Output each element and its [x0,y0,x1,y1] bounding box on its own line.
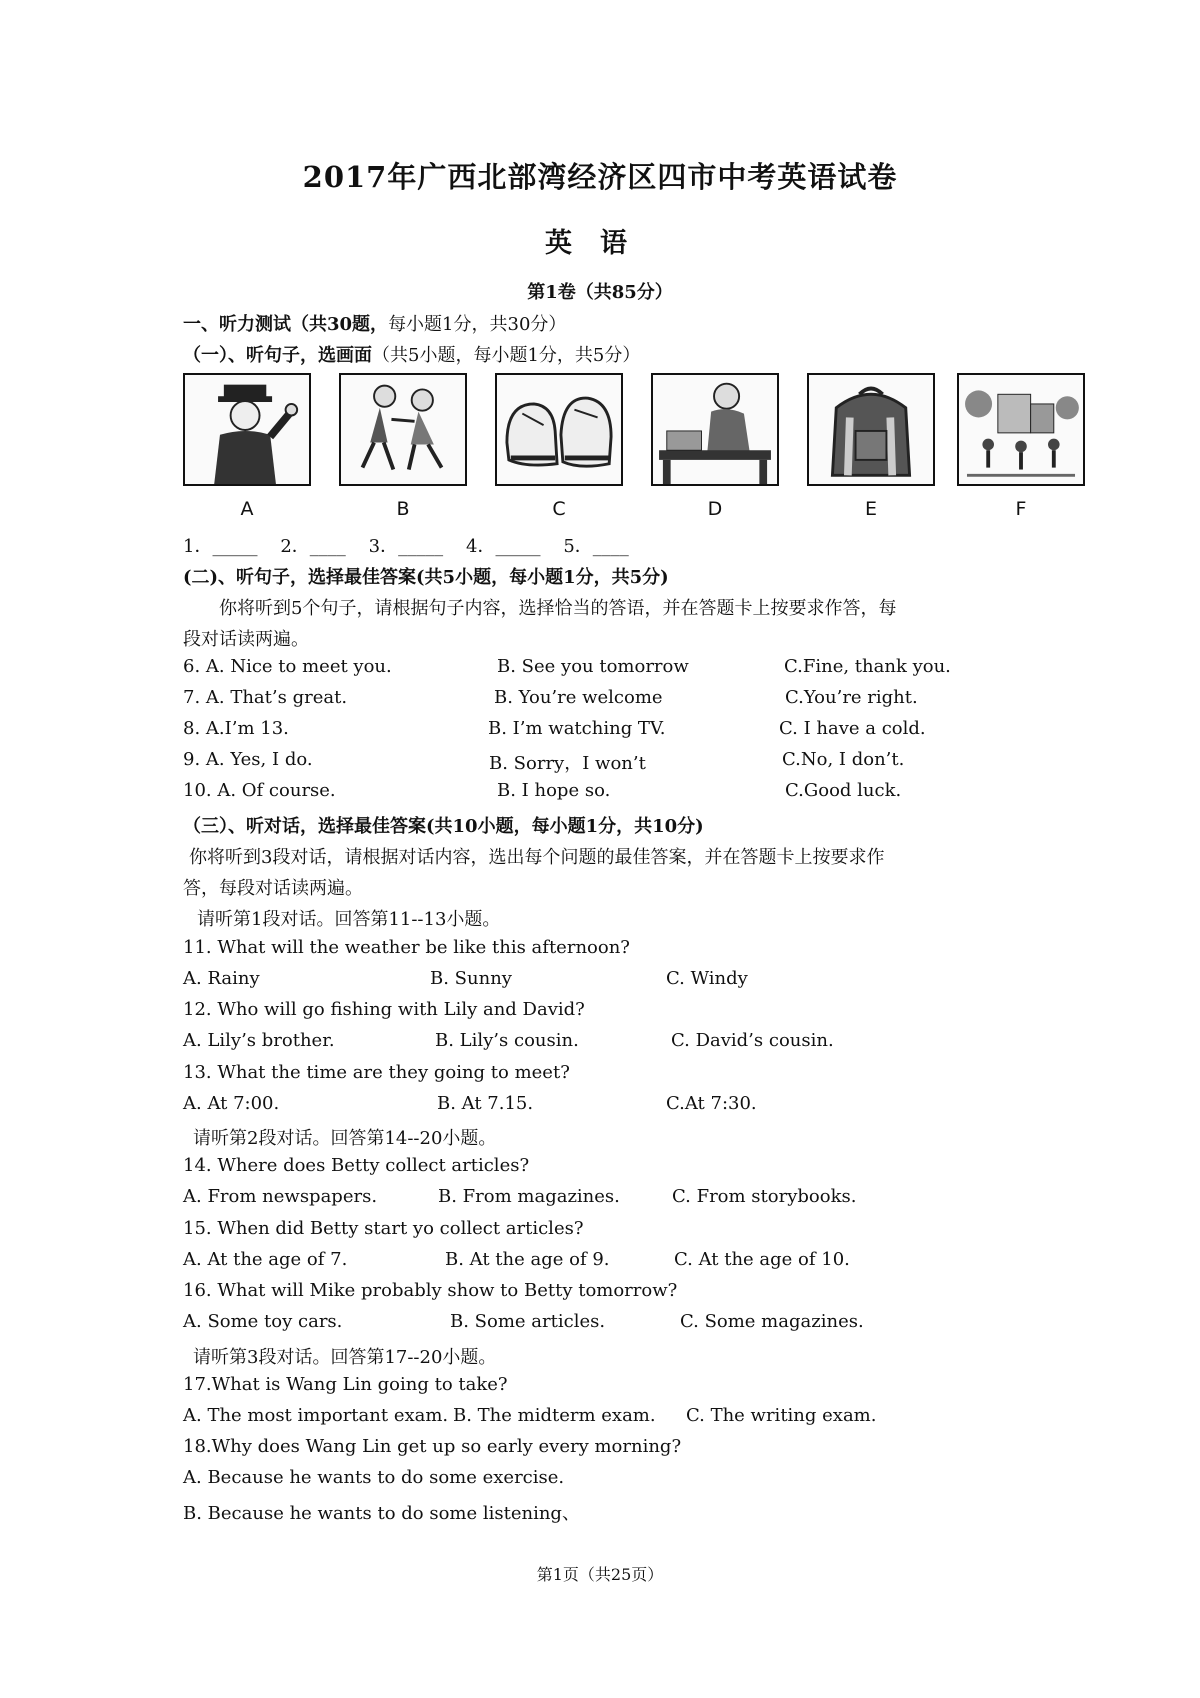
q8-option-c: C. I have a cold. [779,718,926,739]
q6-option-b: B. See you tomorrow [497,656,689,677]
picture-c [495,373,623,486]
q15-option-c: C. At the age of 10. [674,1249,850,1270]
police-officer-icon [185,375,309,484]
q9-option-c: C.No, I don’t. [782,749,905,770]
picture-a [183,373,311,486]
q13-option-a: A. At 7:00. [183,1093,280,1114]
section1-heading: 一、听力测试（共30题，每小题1分，共30分） [183,314,567,335]
q11-option-b: B. Sunny [430,968,512,989]
q8-option-b: B. I’m watching TV. [488,718,666,739]
part1-heading: （一）、听句子，选画面（共5小题，每小题1分，共5分） [183,345,641,366]
q11-option-c: C. Windy [666,968,748,989]
exam-title: 2017年广西北部湾经济区四市中考英语试卷 [302,160,898,194]
question-13: 13. What the time are they going to meet? [183,1062,570,1083]
q14-option-a: A. From newspapers. [183,1186,378,1207]
q10-option-a: 10. A. Of course. [183,780,336,801]
part2-instruction-2: 段对话读两遍。 [183,629,309,650]
question-17: 17.What is Wang Lin going to take? [183,1374,508,1395]
q18-option-b: B. Because he wants to do some listening、 [183,1503,580,1524]
q7-option-c: C.You’re right. [785,687,918,708]
picture-label-d: D [707,498,723,520]
q17-option-c: C. The writing exam. [686,1405,877,1426]
picture-f [957,373,1085,486]
dialogue2-note: 请听第2段对话。回答第14--20小题。 [193,1128,497,1149]
question-14: 14. Where does Betty collect articles? [183,1155,530,1176]
q6-option-c: C.Fine, thank you. [784,656,951,677]
sneakers-icon [497,375,621,484]
q12-option-a: A. Lily’s brother. [183,1030,335,1051]
question-18: 18.Why does Wang Lin get up so early every morning? [183,1436,682,1457]
picture-label-f: F [1015,498,1027,520]
backpack-icon [809,375,933,484]
dialogue3-note: 请听第3段对话。回答第17--20小题。 [193,1347,497,1368]
skating-children-icon [341,375,465,484]
q11-option-a: A. Rainy [183,968,260,989]
q16-option-a: A. Some toy cars. [183,1311,343,1332]
q15-option-a: A. At the age of 7. [183,1249,348,1270]
q8-option-a: 8. A.I’m 13. [183,718,289,739]
park-scene-icon [959,375,1083,484]
part3-heading: （三）、听对话，选择最佳答案(共10小题，每小题1分，共10分) [183,816,704,837]
answer-blanks: 1．_____ 2．____ 3．_____ 4．_____ 5．____ [183,536,629,557]
q16-option-b: B. Some articles. [450,1311,606,1332]
picture-label-a: A [240,498,254,520]
q10-option-b: B. I hope so. [497,780,611,801]
page-number: 第1页（共25页） [536,1565,664,1584]
q7-option-b: B. You’re welcome [494,687,663,708]
q17-option-b: B. The midterm exam. [453,1405,656,1426]
picture-label-e: E [864,498,877,520]
q6-option-a: 6. A. Nice to meet you. [183,656,392,677]
q7-option-a: 7. A. That’s great. [183,687,348,708]
volume-heading: 第1卷（共85分） [527,282,673,303]
q17-option-a: A. The most important exam. [183,1405,449,1426]
part2-heading: (二)、听句子，选择最佳答案(共5小题，每小题1分，共5分) [183,567,669,588]
q14-option-c: C. From storybooks. [672,1186,857,1207]
picture-label-c: C [552,498,566,520]
question-16: 16. What will Mike probably show to Betty tomorrow? [183,1280,678,1301]
q9-option-b: B. Sorry，I won’t [489,753,646,774]
q16-option-c: C. Some magazines. [680,1311,864,1332]
q10-option-c: C.Good luck. [785,780,902,801]
part3-instruction-2: 答，每段对话读两遍。 [183,878,363,899]
q15-option-b: B. At the age of 9. [445,1249,610,1270]
subject-heading: 英语 [545,228,655,259]
question-15: 15. When did Betty start yo collect articles? [183,1218,584,1239]
q14-option-b: B. From magazines. [438,1186,620,1207]
picture-label-b: B [396,498,410,520]
part3-instruction-1: 你将听到3段对话，请根据对话内容，选出每个问题的最佳答案，并在答题卡上按要求作 [189,847,885,868]
q12-option-c: C. David’s cousin. [671,1030,834,1051]
q13-option-b: B. At 7.15. [437,1093,534,1114]
q9-option-a: 9. A. Yes, I do. [183,749,313,770]
picture-d [651,373,779,486]
q18-option-a: A. Because he wants to do some exercise. [183,1467,565,1488]
part2-instruction-1: 你将听到5个句子，请根据句子内容，选择恰当的答语，并在答题卡上按要求作答，每 [219,598,897,619]
q13-option-c: C.At 7:30. [666,1093,757,1114]
picture-e [807,373,935,486]
boy-at-desk-icon [653,375,777,484]
question-12: 12. Who will go fishing with Lily and David? [183,999,585,1020]
picture-b [339,373,467,486]
q12-option-b: B. Lily’s cousin. [435,1030,579,1051]
dialogue1-note: 请听第1段对话。回答第11--13小题。 [197,909,501,930]
question-11: 11. What will the weather be like this afternoon? [183,937,630,958]
